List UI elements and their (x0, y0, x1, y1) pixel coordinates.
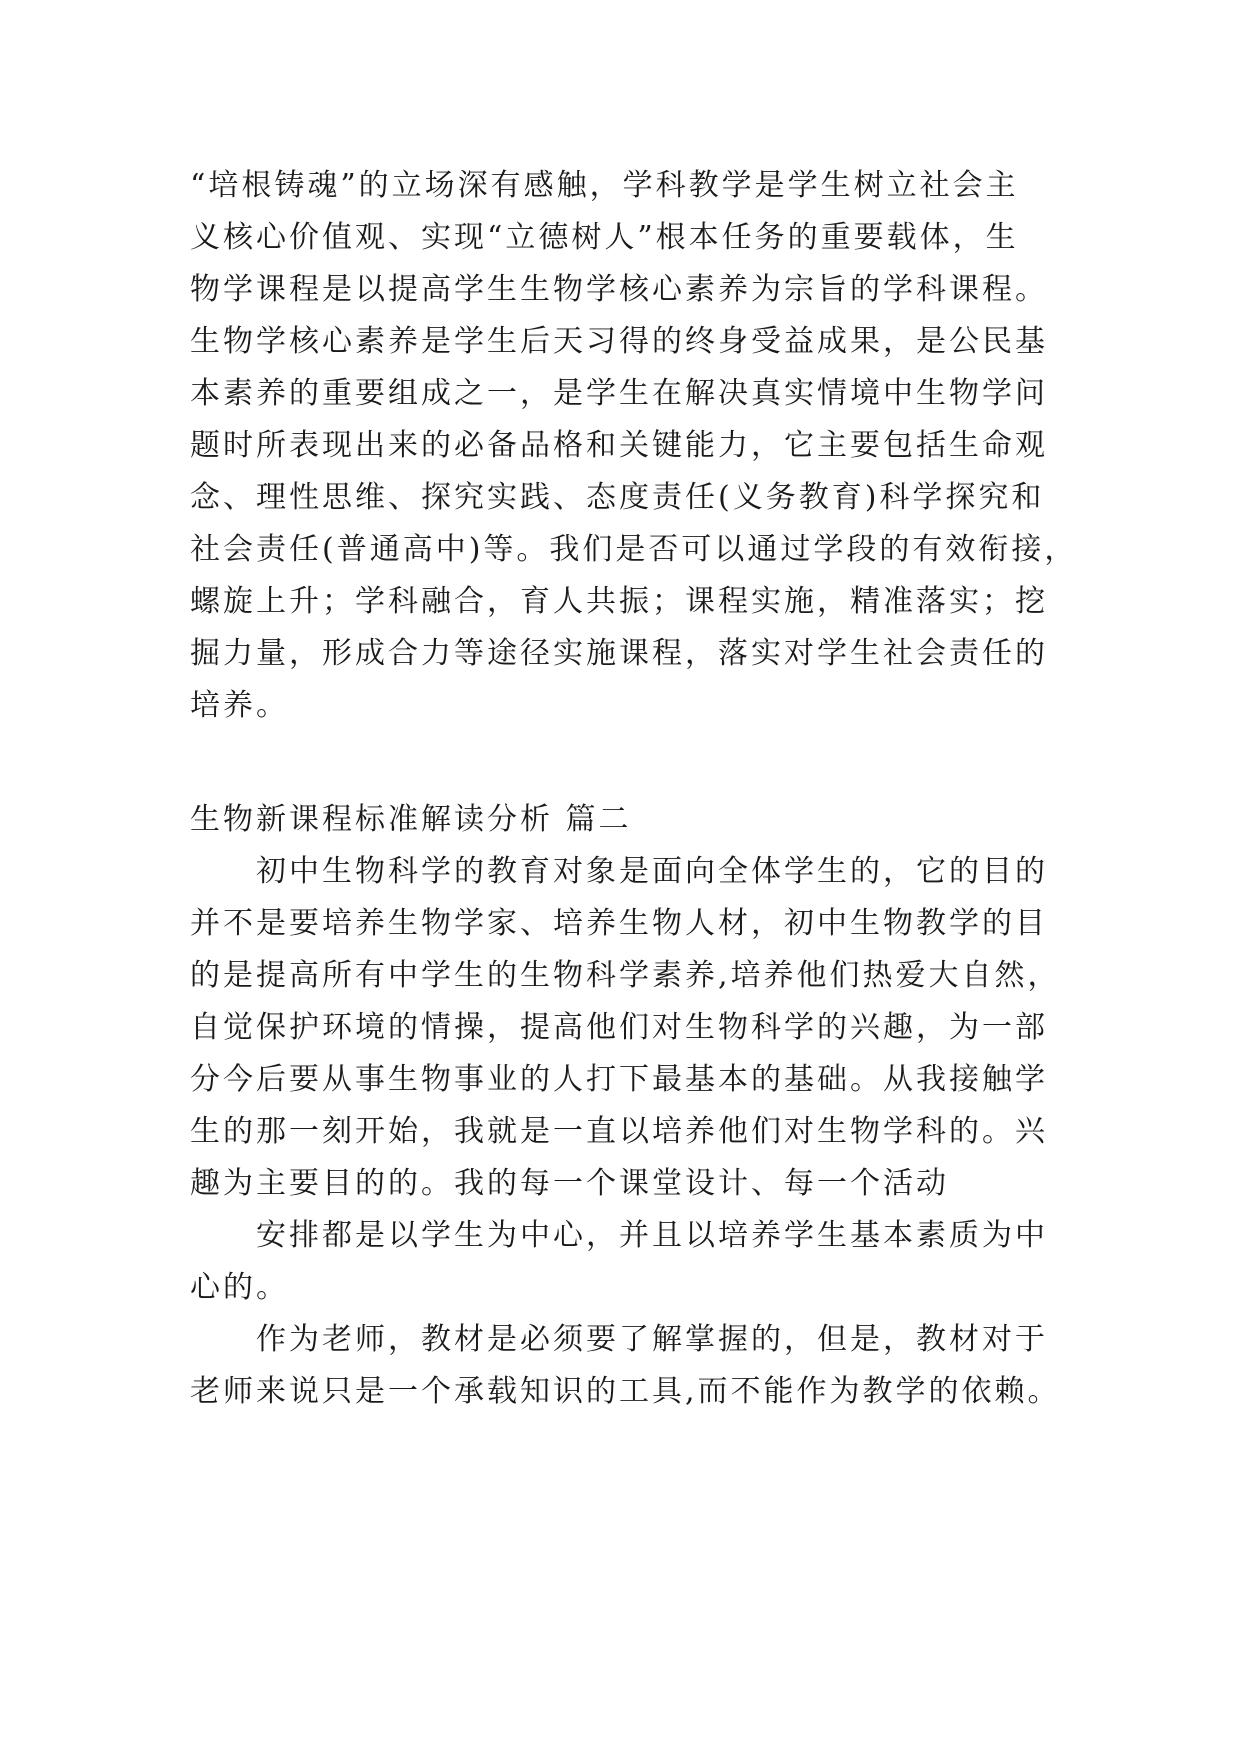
text-line: 老师来说只是一个承载知识的工具,而不能作为教学的依赖。 (190, 1374, 1061, 1409)
text-line: 趣为主要目的的。我的每一个课堂设计、每一个活动 (190, 1166, 949, 1201)
text-line: 本素养的重要组成之一，是学生在解决真实情境中生物学问 (190, 376, 1048, 411)
paragraph-section1 (190, 160, 1078, 732)
text-line: 并不是要培养生物学家、培养生物人材，初中生物教学的目 (190, 906, 1048, 941)
text-line: 物学课程是以提高学生生物学核心素养为宗旨的学科课程。 (190, 272, 1048, 307)
text-line: 分今后要从事生物事业的人打下最基本的基础。从我接触学 (190, 1062, 1048, 1097)
text-line: 生物学核心素养是学生后天习得的终身受益成果，是公民基 (190, 324, 1048, 359)
paragraph-1 (190, 846, 1070, 1210)
text-line: 念、理性思维、探究实践、态度责任(义务教育)科学探究和 (190, 480, 1045, 515)
section-heading: 生物新课程标准解读分析 篇二 (190, 802, 632, 837)
text-line: “培根铸魂”的立场深有感触，学科教学是学生树立社会主 (190, 168, 1019, 203)
text-line: 题时所表现出来的必备品格和关键能力，它主要包括生命观 (190, 428, 1048, 463)
text-line: 初中生物科学的教育对象是面向全体学生的，它的目的 (256, 854, 1048, 889)
paragraph-3 (190, 1314, 1070, 1418)
text-line: 作为老师，教材是必须要了解掌握的，但是，教材对于 (256, 1322, 1048, 1357)
text-line: 心的。 (190, 1270, 289, 1305)
text-line: 社会责任(普通高中)等。我们是否可以通过学段的有效衔接， (190, 532, 1078, 567)
paragraph-2 (190, 1210, 1070, 1314)
text-line: 生的那一刻开始，我就是一直以培养他们对生物学科的。兴 (190, 1114, 1048, 1149)
text-line: 掘力量，形成合力等途径实施课程，落实对学生社会责任的 (190, 636, 1048, 671)
document-body (190, 160, 1078, 1418)
text-line: 义核心价值观、实现“立德树人”根本任务的重要载体，生 (190, 220, 1019, 255)
text-line: 自觉保护环境的情操，提高他们对生物科学的兴趣，为一部 (190, 1010, 1048, 1045)
text-line: 螺旋上升；学科融合，育人共振；课程实施，精准落实；挖 (190, 584, 1048, 619)
text-line: 安排都是以学生为中心，并且以培养学生基本素质为中 (256, 1218, 1048, 1253)
text-line: 的是提高所有中学生的生物科学素养,培养他们热爱大自然， (190, 958, 1061, 993)
text-line: 培养。 (190, 688, 289, 723)
